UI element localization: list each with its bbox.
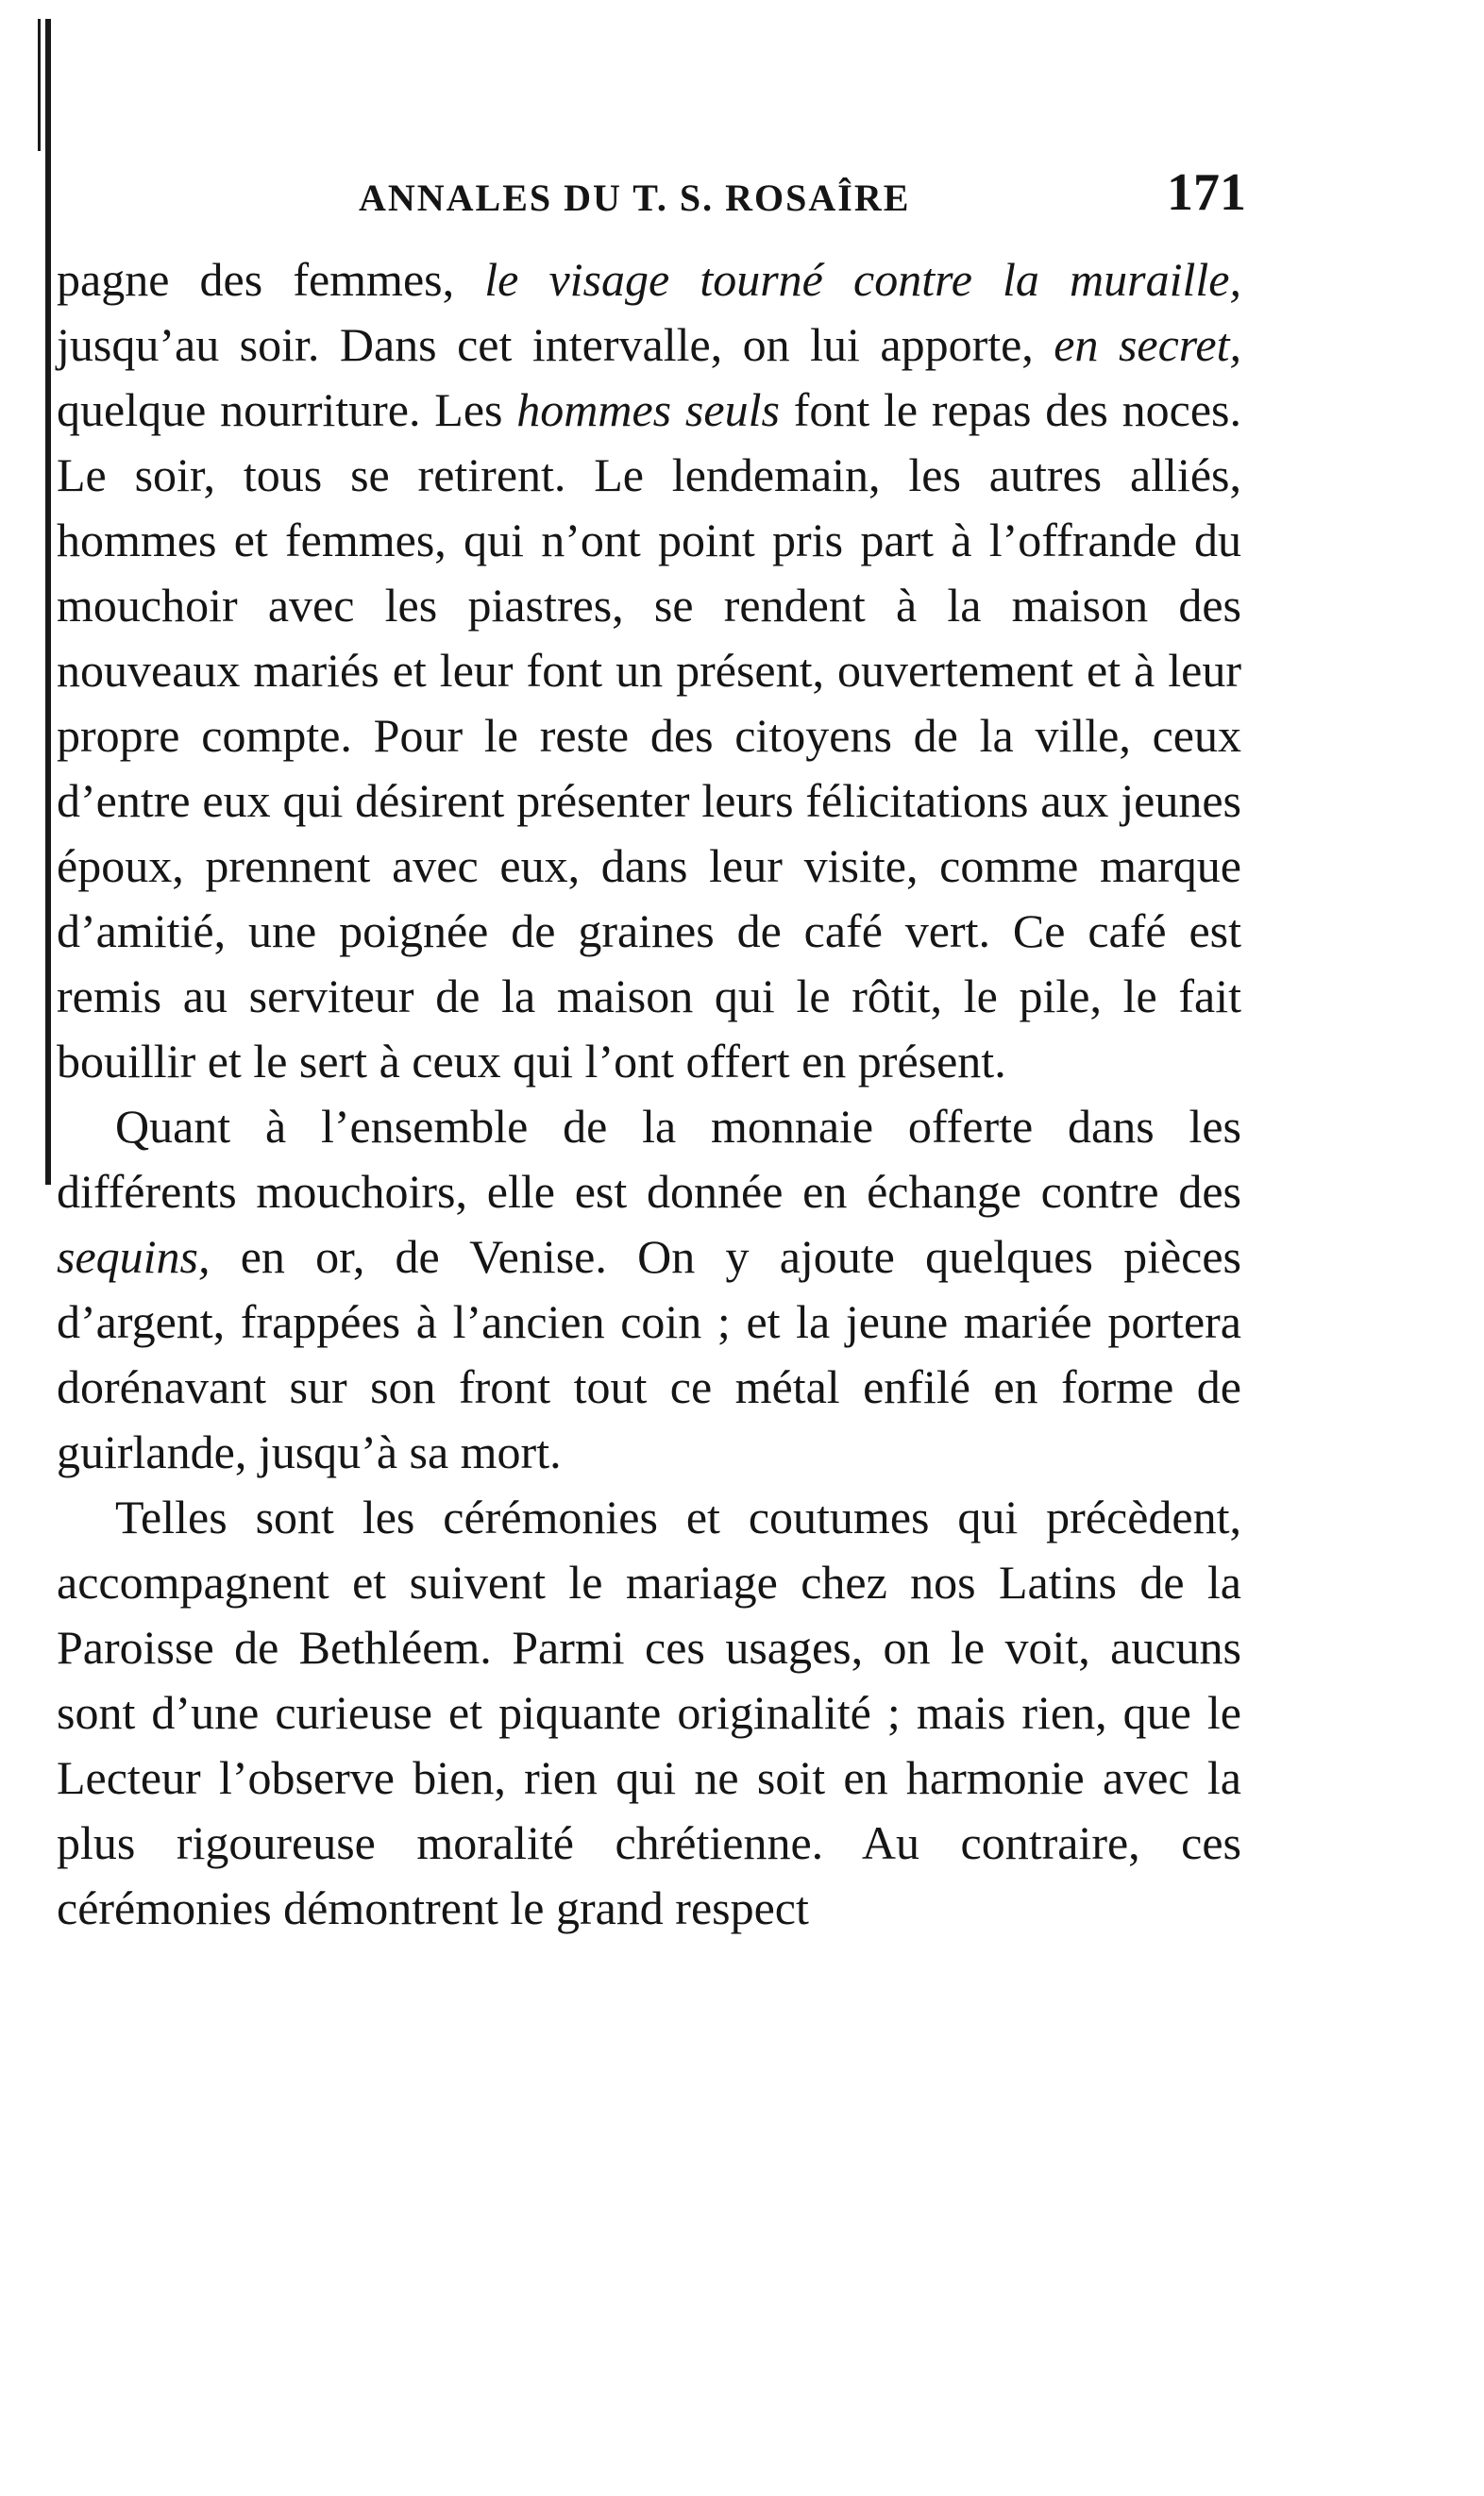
text-segment: pagne des femmes, [57,253,485,306]
italic-segment: hommes seuls [516,383,780,436]
text-segment: quelque nourriture. Les [57,383,517,436]
body-text [57,247,1241,1941]
text-segment: Telles sont les cérémonies et coutumes qui précèdent, accompagnent et suivent le mariage chez nos Latins de la Paroisse de Bethléem. Parmi ces usages, on le voit, aucuns sont d’une curieuse et piquante originalité ; mais rien, que le Lecteur l’observe bien, rien qui ne soit en harmonie avec la plus rigoureuse moralité chrétienne. Au contraire, ces cérémonies démontrent le grand respect [57,1491,1241,1934]
running-title: ANNALES DU T. S. ROSAÎRE [359,177,911,219]
binding-edge-line [45,19,51,1185]
text-segment: en or, de Venise. On y ajoute quelques pièces d’argent, frappées à l’ancien coin ; et la jeune mariée portera dorénavant sur son front tout ce métal enfilé en forme de guirlande, jusqu’à sa mort. [57,1230,1241,1478]
paragraph-1 [57,247,1241,1094]
text-segment: jusqu’au soir. Dans cet intervalle, on lui apporte, [57,318,1054,371]
text-segment: Quant à l’ensemble de la monnaie offerte dans les différents mouchoirs, elle est donnée en échange contre des [57,1100,1241,1218]
paragraph-2 [57,1094,1241,1485]
italic-segment: le visage tourné contre la muraille, [484,253,1241,306]
italic-segment: sequins, [57,1230,211,1283]
italic-segment: en secret, [1054,318,1241,371]
paragraph-3 [57,1485,1241,1941]
page-header [57,159,1246,225]
text-segment: font le repas des noces. Le soir, tous se retirent. Le lendemain, les autres alliés, hommes et femmes, qui n’ont point pris part à l’offrande du mouchoir avec les piastres, se rendent à la maison des nouveaux mariés et leur font un présent, ouvertement et à leur propre compte. Pour le reste des citoyens de la ville, ceux d’entre eux qui désirent présenter leurs félicitations aux jeunes époux, prennent avec eux, dans leur visite, comme marque d’amitié, une poignée de graines de café vert. Ce café est remis au serviteur de la maison qui le rôtit, le pile, le fait bouillir et le sert à ceux qui l’ont offert en présent. [57,383,1241,1088]
binding-edge-line-thin [38,19,41,151]
page-number: 171 [1167,163,1246,222]
